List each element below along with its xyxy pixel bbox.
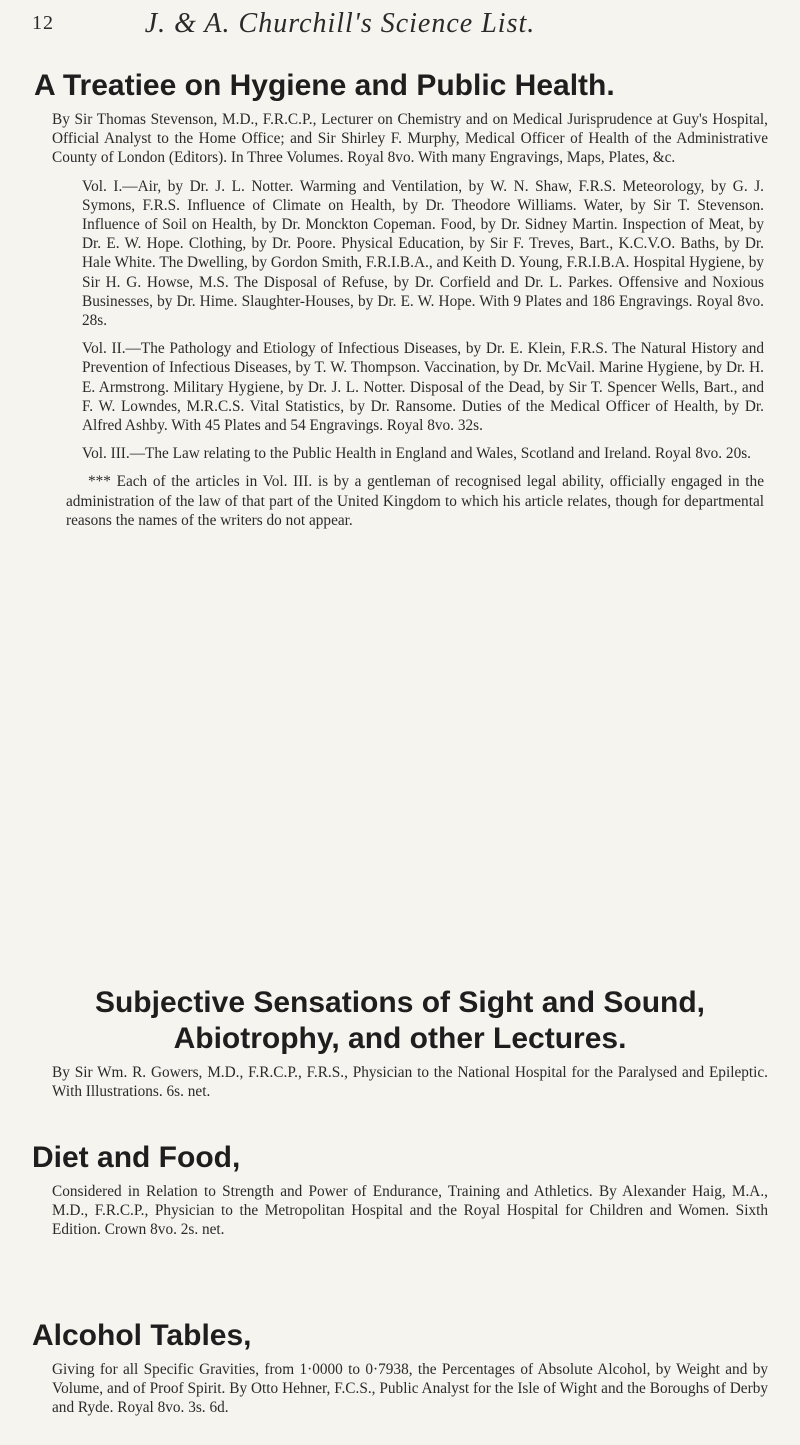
entry-title-line-2: Abiotrophy, and other Lectures. (173, 1022, 627, 1055)
volume-1-contents: Vol. I.—Air, by Dr. J. L. Notter. Warming and Ventilation, by W. N. Shaw, F.R.S. Meteorology, by G. J. Symons, F.R.S. Influence of Climate on Health, by Dr. Theodore Williams. Water, by Sir T. Stevenson. Influence of Soil on Health, by Dr. Monckton Copeman. Food, by Dr. Sidney Martin. Inspection of Meat, by Dr. E. W. Hope. Clothing, by Dr. Poore. Physical Education, by Sir F. Treves, Bart., K.C.V.O. Baths, by Dr. Hale White. The Dwelling, by Gordon Smith, F.R.I.B.A., and Keith D. Young, F.R.I.B.A. Hospital Hygiene, by Sir H. G. Howse, M.S. The Disposal of Refuse, by Dr. Corfield and Dr. L. Parkes. Offensive and Noxious Businesses, by Dr. Hime. Slaughter-Houses, by Dr. E. W. Hope. With 9 Plates and 186 Engravings. Royal 8vo. 28s. (82, 177, 764, 330)
volume-3-note: *** Each of the articles in Vol. III. is by a gentleman of recognised legal ability, officially engaged in the administration of the law of that part of the United Kingdom to which his article relates, though for departmental reasons the names of the writers do not appear. (66, 473, 764, 529)
running-title (0, 8, 800, 40)
page-number: 12 (32, 12, 54, 34)
entry-title: Diet and Food, (32, 1141, 241, 1174)
entry-description: Considered in Relation to Strength and Power of Endurance, Training and Athletics. By Alexander Haig, M.A., M.D., F.R.C.P., Physician to the Metropolitan Hospital and the Royal Hospital for Children and Women. Sixth Edition. Crown 8vo. 2s. net. (52, 1183, 768, 1239)
entry-title: Alcohol Tables, (32, 1319, 252, 1352)
entry-hygiene (32, 68, 768, 530)
entry-description: By Sir Thomas Stevenson, M.D., F.R.C.P., Lecturer on Chemistry and on Medical Jurisprudence at Guy's Hospital, Official Analyst to the Home Office; and Sir Shirley F. Murphy, Medical Officer of Health of the Administrative County of London (Editors). In Three Volumes. Royal 8vo. With many Engravings, Maps, Plates, &c. (52, 111, 768, 167)
volume-3-contents: Vol. III.—The Law relating to the Public Health in England and Wales, Scotland and Ireland. Royal 8vo. 20s. (82, 445, 751, 463)
entry-diet-and-food (32, 1140, 768, 1240)
entry-alcohol-tables (32, 1318, 768, 1418)
entry-title-line-1: Subjective Sensations of Sight and Sound, (94, 986, 706, 1019)
entry-title: A Treatiee on Hygiene and Public Health. (34, 69, 615, 102)
entry-description: Giving for all Specific Gravities, from 1·0000 to 0·7938, the Percentages of Absolute Alcohol, by Weight and by Volume, and of Proof Spirit. By Otto Hehner, F.C.S., Public Analyst for the Isle of Wight and the Boroughs of Derby and Ryde. Royal 8vo. 3s. 6d. (52, 1361, 768, 1417)
running-title-text: J. & A. Churchill's Science List. (144, 8, 536, 39)
volume-2-contents: Vol. II.—The Pathology and Etiology of Infectious Diseases, by Dr. E. Klein, F.R.S. The Natural History and Prevention of Infectious Diseases, by T. W. Thompson. Vaccination, by Dr. McVail. Marine Hygiene, by Dr. H. E. Armstrong. Military Hygiene, by Dr. J. L. Notter. Disposal of the Dead, by Sir T. Spencer Wells, Bart., and F. W. Lowndes, M.R.C.S. Vital Statistics, by Dr. Ransome. Duties of the Medical Officer of Health, by Dr. Alfred Ashby. With 45 Plates and 54 Engravings. Royal 8vo. 32s. (82, 340, 764, 435)
entry-description: By Sir Wm. R. Gowers, M.D., F.R.C.P., F.R.S., Physician to the National Hospital for the Paralysed and Epileptic. With Illustrations. 6s. net. (52, 1064, 768, 1101)
entry-subjective-sensations (32, 985, 768, 1101)
